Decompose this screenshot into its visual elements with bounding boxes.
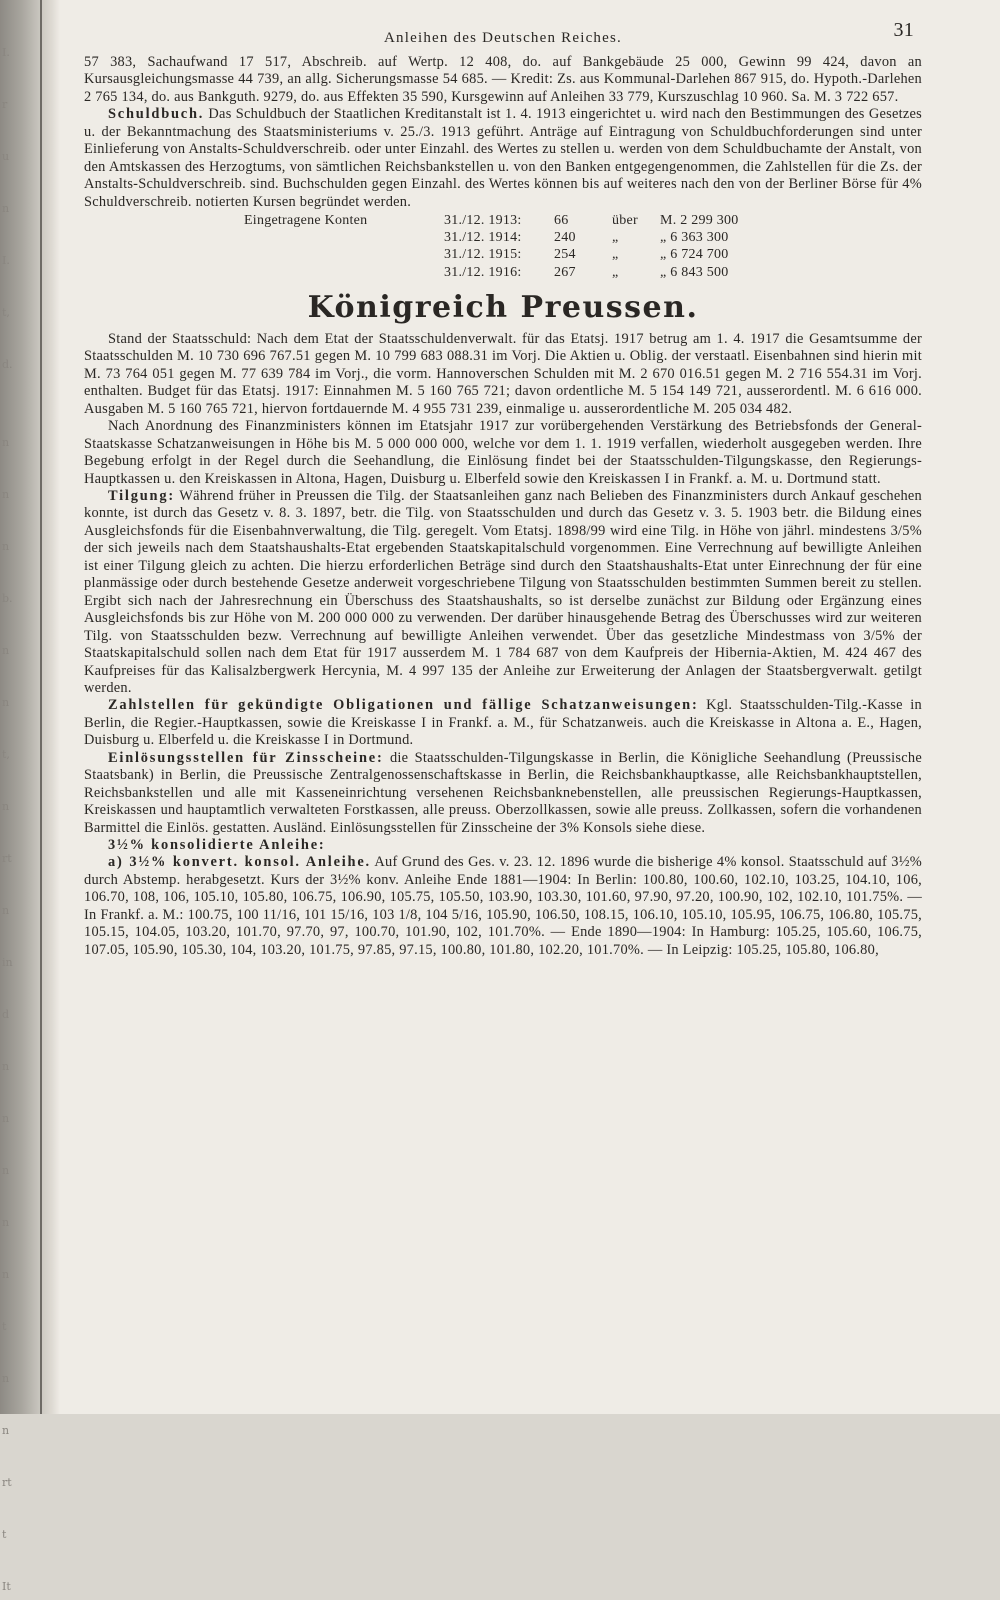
paragraph-heading: Zahlstellen für gekündigte Obligationen und fällige Schatzanweisungen: <box>108 697 699 714</box>
page-body <box>84 18 922 959</box>
account-count: 240 <box>554 230 576 246</box>
account-label <box>244 246 444 263</box>
account-date: 31./12. 1913: <box>444 213 522 229</box>
paragraph-text: Das Schuldbuch der Staatlichen Kreditanstalt ist 1. 4. 1913 eingerichtet u. wird nach den Bestimmungen des Gesetzes u. der Bekanntmachung des Staatsministeriums v. 25./3. 1913 geführt. Anträge auf Eintragung von Schuldbuchforderungen sind unter Einlieferung von Anstalts-Schuldverschreib. oder unter Einzahl. des Wertes zu stellen u. werden von dem Schuldbuchamte der Anstalt, von den Amtskassen des Herzogtums, von sämtlichen Reichsbankstellen u. von den Banken entgegengenommen, die Zahlstellen für die Zs. der Anstalts-Schuldverschreib. sind. Buchschulden gegen Einzahl. des Wertes können bis auf weiteres nach den von der Berliner Börse für 4% Schuldverschreib. notierten Kursen begründet werden. <box>84 106 922 210</box>
paragraph <box>84 418 922 488</box>
account-label <box>244 229 444 246</box>
account-amount: „ 6 724 700 <box>660 247 729 263</box>
page-number: 31 <box>893 19 914 41</box>
paragraph <box>84 697 922 749</box>
paragraph <box>84 331 922 418</box>
paragraph-text: die Staatsschulden-Tilgungskasse in Berlin, die Königliche Seehandlung (Preussische Staatsbank) in Berlin, die Preussische Zentralgenossenschaftskasse in Berlin, die Reichsbankhauptkasse, alle Reichsbankhauptstellen, Reichsbankstellen und alle mit Kasseneinrichtung versehenen Reichsbanknebenstellen, alle preussischen Regierungs-Hauptkassen, Kreiskassen und hauptamtlich verwalteten Forstkassen, alle preuss. Oberzollkassen, sowie alle preuss. Zollkassen, sofern die vorhandenen Barmittel die Einlös. gestatten. Ausländ. Einlösungsstellen für Zinsscheine der 3% Konsols siehe diese. <box>84 749 922 836</box>
account-row <box>244 264 922 281</box>
paragraph <box>84 854 922 959</box>
paragraph-heading: a) 3½% konvert. konsol. Anleihe. <box>108 854 371 871</box>
account-label: Eingetragene Konten <box>244 213 368 229</box>
account-date: 31./12. 1916: <box>444 264 522 280</box>
account-over: „ <box>612 247 619 263</box>
account-date: 31./12. 1914: <box>444 230 522 246</box>
gutter-edge <box>40 0 42 1414</box>
paragraph-heading: Schuldbuch. <box>108 106 205 123</box>
paragraph-text: Kgl. Staatsschulden-Tilg.-Kasse in Berlin, die Regier.-Hauptkassen, sowie die Kreiskasse I in Frankf. a. M., für Schatzanweis. auch die Kreiskasse in Altona a. E., Hagen, Duisburg u. Elberfeld u. die Kreiskasse I in Dortmund. <box>84 697 922 749</box>
section-title: Königreich Preussen. <box>307 289 699 325</box>
account-count: 66 <box>554 213 569 229</box>
account-count: 254 <box>554 247 576 263</box>
account-amount: „ 6 843 500 <box>660 264 729 280</box>
running-header <box>84 18 922 54</box>
paragraph-heading: 3½% konsolidierte Anleihe: <box>108 837 326 854</box>
paragraph-text: 57 383, Sachaufwand 17 517, Abschreib. auf Wertp. 12 408, do. auf Bankgebäude 25 000, Gewinn 99 424, davon an Kursausgleichungsmasse 44 739, an allg. Sicherungsmasse 54 685. — Kredit: Zs. aus Kommunal-Darlehen 867 915, do. Hypoth.-Darlehen 2 765 134, do. aus Bankguth. 9279, do. aus Effekten 35 590, Kursgewinn auf Anleihen 33 779, Kurszuschlag 10 960. Sa. M. 3 722 657. <box>84 54 922 105</box>
account-over: über <box>612 213 638 229</box>
account-label <box>244 264 444 281</box>
registered-accounts-table <box>244 212 922 281</box>
account-row <box>244 229 922 246</box>
preussen-paragraphs <box>84 331 922 959</box>
account-row <box>244 246 922 263</box>
paragraph-heading: Einlösungsstellen für Zinsscheine: <box>108 749 384 766</box>
gutter-bleed-letters: I. r u n I. t, d. n n n b. n n t, n rt n in d n n n n n t n n rt t It <box>2 46 13 1593</box>
account-amount: „ 6 363 300 <box>660 230 729 246</box>
running-head-title: Anleihen des Deutschen Reiches. <box>384 30 622 46</box>
paragraph-text: Nach Anordnung des Finanzministers können im Etatsjahr 1917 zur vorübergehenden Verstärkung des Betriebsfonds der General-Staatskasse Schatzanweisungen in Höhe bis M. 5 000 000 000, welche vor dem 1. 1. 1919 verfallen, wiederholt ausgegeben werden. Ihre Begebung erfolgt in der Regel durch die Seehandlung, die Einlösung findet bei der Staatsschulden-Tilgungskasse, den Regierungs-Hauptkassen u. den Kreiskassen in Altona, Hagen, Duisburg u. Elberfeld sowie den Kreiskassen I in Frankf. a. M. u. Dortmund statt. <box>84 418 922 487</box>
paragraph-text: Auf Grund des Ges. v. 23. 12. 1896 wurde die bisherige 4% konsol. Staatsschuld auf 3½% durch Abstemp. herabgesetzt. Kurs der 3½% konv. Anleihe Ende 1881—1904: In Berlin: 100.80, 100.60, 102.10, 103.25, 104.10, 106, 106.70, 108, 106, 105.10, 105.80, 106.75, 106.90, 105.75, 105.50, 103.90, 103.30, 101.60, 97.90, 97.20, 100.90, 102, 102.10, 101.75%. — In Frankf. a. M.: 100.75, 100 11/16, 101 15/16, 103 1/8, 104 5/16, 105.90, 106.50, 108.15, 106.10, 105.10, 105.95, 106.75, 106.80, 105.75, 105.15, 104.05, 103.20, 101.70, 97.70, 97, 100.70, 101.90, 102, 101.70%. — Ende 1890—1904: In Hamburg: 105.25, 105.60, 106.75, 107.05, 105.90, 105.30, 104, 103.20, 101.75, 97.85, 97.15, 100.80, 101.80, 102.20, 101.70%. — In Leipzig: 105.25, 105.80, 106.80, <box>84 854 922 958</box>
paragraph-text: Stand der Staatsschuld: Nach dem Etat der Staatsschuldenverwalt. für das Etatsj. 1917 betrug am 1. 4. 1917 die Gesamtsumme der Staatsschulden M. 10 730 696 767.51 gegen M. 10 799 683 088.31 im Vorj. Die Aktien u. Oblig. der verstaatl. Eisenbahnen sind hierin mit M. 73 764 051 gegen M. 77 639 784 im Vorj., die vorm. Hannoverschen Schulden mit M. 2 670 016.51 gegen M. 2 716 554.31 im Vorj. enthalten. Budget für das Etatsj. 1917: Einnahmen M. 5 160 765 721; davon ordentliche M. 5 154 149 721, ausserordentl. M. 6 616 000. Ausgaben M. 5 160 765 721, hiervon fortdauernde M. 4 955 731 239, einmalige u. ausserordentliche M. 205 034 482. <box>84 330 922 417</box>
account-row <box>244 212 922 229</box>
paragraph <box>84 750 922 837</box>
intro-paragraphs <box>84 54 922 211</box>
paragraph <box>84 54 922 106</box>
paragraph-heading: Tilgung: <box>108 487 175 504</box>
account-date: 31./12. 1915: <box>444 247 522 263</box>
paragraph-text: Während früher in Preussen die Tilg. der Staatsanleihen ganz nach Belieben des Finanzministers durch Ankauf geschehen konnte, ist durch das Gesetz v. 8. 3. 1897, betr. die Tilg. von Staatsschulden und durch das Gesetz v. 3. 5. 1903 betr. die Bildung eines Ausgleichsfonds für die Eisenbahnverwaltung, die Tilg. geregelt. Vom Etatsj. 1898/99 wird eine Tilg. in Höhe von jährl. mindestens 3/5% der sich jeweils nach dem Staatshaushalts-Etat ergebenden Staatskapitalschuld vorgenommen. Eine Verrechnung auf bewilligte Anleihen ist einer Tilgung gleich zu achten. Die hierzu erforderlichen Beträge sind durch den Staatshaushalts-Etat unter Einrechnung der für eine planmässige oder durch bestehende Gesetze anderweit vorgeschriebene Tilgung von Staatsschulden bestimmten Summen bereit zu stellen. Ergibt sich nach der Jahresrechnung ein Überschuss des Staatshaushalts, so ist derselbe zunächst zur Bildung oder Ergänzung eines Ausgleichsfonds bis zur Höhe von M. 200 000 000 zu verwenden. Der darüber hinausgehende Betrag des Überschusses wird zur weiteren Tilg. von Staatsschulden bezw. Verrechnung auf bewilligte Anleihen verwendet. Über das gesetzliche Mindestmass von 3/5% der Staatskapitalschuld sollen nach dem Etat für 1917 ausserdem M. 1 784 687 von dem Kaufpreis der Hibernia-Aktien, M. 424 467 des Kaufpreises für das Kalisalzbergwerk Hercynia, M. 4 997 135 der Anleihe zur Erweiterung der Anlagen der Staatsbergverwalt. getilgt werden. <box>84 487 922 696</box>
account-over: „ <box>612 230 619 246</box>
paragraph <box>84 488 922 697</box>
account-amount: M. 2 299 300 <box>660 213 739 229</box>
account-count: 267 <box>554 264 576 280</box>
paragraph <box>84 106 922 211</box>
account-over: „ <box>612 264 619 280</box>
paragraph <box>84 837 922 854</box>
